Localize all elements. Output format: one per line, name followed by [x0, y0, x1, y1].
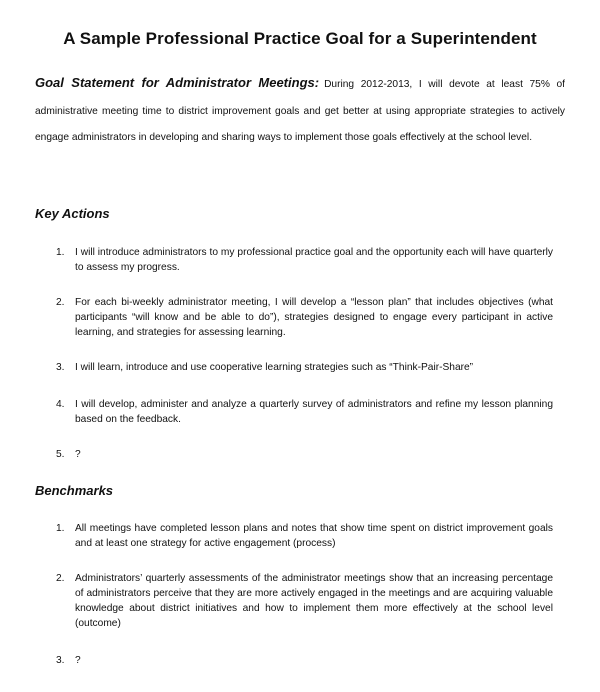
- benchmarks-heading: Benchmarks: [35, 483, 114, 498]
- goal-statement: [35, 70, 565, 152]
- list-item-number: 2.: [56, 297, 65, 308]
- list-item-number: 1.: [56, 523, 65, 534]
- list-item-number: 3.: [56, 362, 65, 373]
- list-item-text: I will learn, introduce and use cooperative learning strategies such as “Think-Pair-Share”: [75, 362, 474, 373]
- list-item-text: I will introduce administrators to my professional practice goal and the opportunity each will have quarterly to assess my progress.: [75, 247, 553, 273]
- list-item-number: 5.: [56, 449, 65, 460]
- list-item-text: I will develop, administer and analyze a quarterly survey of administrators and refine my lesson planning based on the feedback.: [75, 399, 553, 425]
- list-item-text: Administrators’ quarterly assessments of the administrator meetings show that an increasing percentage of administrators perceive that they are more actively engaged in the meetings and are acquiring valuable knowledge about district initiatives and how to implement them more effectively at the school level (outcome): [75, 573, 553, 629]
- goal-statement-label: Goal Statement for Administrator Meetings:: [35, 75, 320, 90]
- list-item-text: ?: [75, 655, 81, 666]
- key-actions-heading: Key Actions: [35, 206, 110, 221]
- list-item-number: 3.: [56, 655, 65, 666]
- list-item-number: 2.: [56, 573, 65, 584]
- list-item-text: ?: [75, 449, 81, 460]
- list-item-number: 1.: [56, 247, 65, 258]
- goal-statement-text: During 2012-2013, I will devote at least 75% of administrative meeting time to district improvement goals and get better at using appropriate strategies to actively engage administrators in developing and sharing ways to implement those goals effectively at the school level.: [35, 79, 566, 143]
- list-item-text: All meetings have completed lesson plans and notes that show time spent on district improvement goals and at least one strategy for active engagement (process): [75, 523, 553, 549]
- document-title: A Sample Professional Practice Goal for a Superintendent: [63, 29, 537, 48]
- list-item-text: For each bi-weekly administrator meeting, I will develop a “lesson plan” that includes objectives (what participants “will know and be able to do”), strategies designed to engage every participant in active learning, and strategies for assessing learning.: [75, 297, 553, 338]
- list-item-number: 4.: [56, 399, 65, 410]
